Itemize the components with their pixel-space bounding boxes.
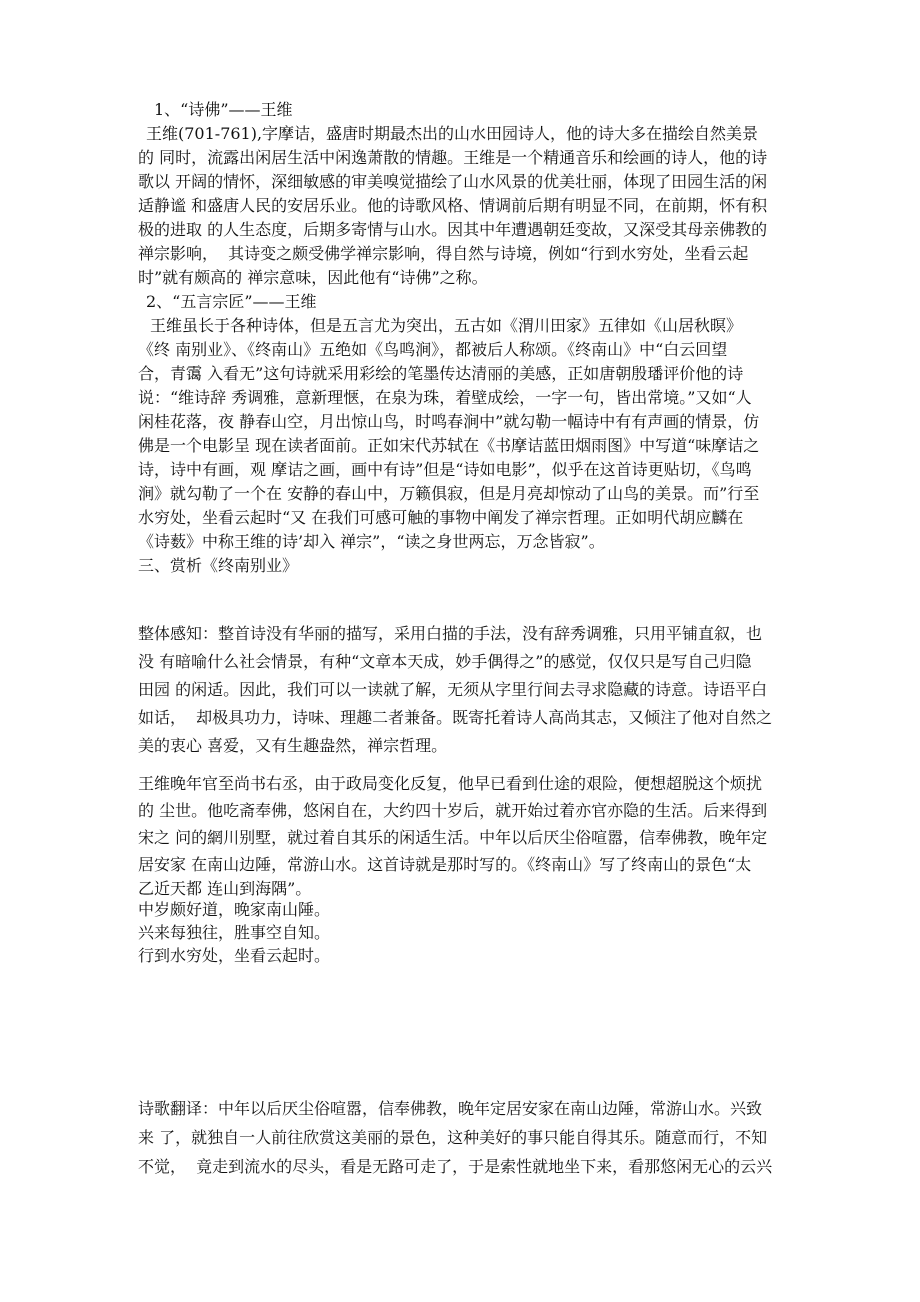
paragraph-line: 美的衷心 喜爱，又有生趣盎然，禅宗哲理。 (138, 736, 448, 755)
poem-line: 行到水穷处，坐看云起时。 (138, 946, 331, 965)
paragraph-line: 涧》就勾勒了一个在 安静的春山中，万籁俱寂，但是月亮却惊动了山鸟的美景。而”行至 (138, 484, 760, 503)
paragraph-line: 闲桂花落，夜 静春山空，月出惊山鸟，时鸣春涧中”就勾勒一幅诗中有有声画的情景，仿 (138, 412, 760, 431)
paragraph-line: 《诗薮》中称王维的诗’却入 禅宗”，“读之身世两忘，万念皆寂”。 (138, 532, 605, 551)
paragraph-line: 王维虽长于各种诗体，但是五言尤为突出，五古如《渭川田家》五律如《山居秋暝》 (150, 316, 743, 335)
paragraph-line: 没 有暗喻什么社会情景，有种“文章本天成，妙手偶得之”的感觉，仅仅只是写自己归隐 (138, 652, 752, 671)
paragraph-line: 来 了，就独自一人前往欣赏这美丽的景色，这种美好的事只能自得其乐。随意而行，不知 (138, 1128, 768, 1147)
paragraph-line: 极的进取 的人生态度，后期多寄情与山水。因其中年遭遇朝廷变故，又深受其母亲佛教的 (138, 220, 768, 239)
paragraph-line: 不觉， 竟走到流水的尽头，看是无路可走了，于是索性就地坐下来，看那悠闲无心的云兴 (138, 1157, 773, 1176)
paragraph-line: 说：“维诗辞 秀调雅，意新理惬，在泉为珠，着壁成绘，一字一句，皆出常境。”又如“人 (138, 388, 752, 407)
poem-line: 中岁颇好道，晚家南山陲。 (138, 900, 331, 919)
paragraph-line: 王维晚年官至尚书右丞，由于政局变化反复，他早已看到仕途的艰险，便想超脱这个烦扰 (138, 774, 763, 793)
paragraph-line: 诗，诗中有画，观 摩诘之画，画中有诗”但是“诗如电影”，似乎在这首诗更贴切，《鸟鸣 (138, 460, 752, 479)
poem-line: 兴来每独往，胜事空自知。 (138, 923, 331, 942)
paragraph-line: 合，青霭 入看无”这句诗就采用彩绘的笔墨传达清丽的美感，正如唐朝殷璠评价他的诗 (138, 364, 744, 383)
paragraph-line: 整体感知：整首诗没有华丽的描写，采用白描的手法，没有辞秀调雅，只用平铺直叙，也 (138, 624, 763, 643)
paragraph-line: 歌以 开阔的情怀，深细敏感的审美嗅觉描绘了山水风景的优美壮丽，体现了田园生活的闲 (138, 172, 768, 191)
paragraph-line: 佛是一个电影呈 现在读者面前。正如宋代苏轼在《书摩诘蓝田烟雨图》中写道“味摩诘之 (138, 436, 760, 455)
paragraph-line: 宋之 问的網川别墅，就过着自其乐的闲适生活。中年以后厌尘俗喧嚣，信奉佛教，晚年定 (138, 828, 768, 847)
paragraph-line: 《终 南别业》、《终南山》五绝如《鸟鸣涧》，都被后人称颂。《终南山》中“白云回望 (138, 340, 728, 359)
paragraph-line: 禅宗影响， 其诗变之颇受佛学禅宗影响，得自然与诗境，例如“行到水穷处，坐看云起 (138, 244, 749, 263)
paragraph-line: 诗歌翻译：中年以后厌尘俗喧嚣，信奉佛教，晚年定居安家在南山边陲，常游山水。兴致 (138, 1099, 763, 1118)
paragraph-line: 的 尘世。他吃斋奉佛，悠闲自在，大约四十岁后，就开始过着亦官亦隐的生活。后来得到 (138, 801, 768, 820)
paragraph-line: 居安家 在南山边陲，常游山水。这首诗就是那时写的。《终南山》写了终南山的景色“太 (138, 855, 752, 874)
section-heading-five-character-master: 2、“五言宗匠”——王维 (146, 292, 317, 311)
section-heading-appreciation: 三、赏析《终南别业》 (138, 556, 299, 575)
paragraph-line: 王维(701-761),字摩诘，盛唐时期最杰出的山水田园诗人，他的诗大多在描绘自然美景 (146, 124, 759, 143)
paragraph-line: 如话， 却极具功力，诗味、理趣二者兼备。既寄托着诗人高尚其志，又倾注了他对自然之 (138, 708, 773, 727)
paragraph-line: 水穷处，坐看云起时“又 在我们可感可触的事物中阐发了禅宗哲理。正如明代胡应麟在 (138, 508, 744, 527)
paragraph-line: 时”就有颇高的 禅宗意味，因此他有“诗佛”之称。 (138, 268, 488, 287)
section-heading-poet-buddha: 1、“诗佛”——王维 (154, 100, 293, 119)
paragraph-line: 适静谧 和盛唐人民的安居乐业。他的诗歌风格、情调前后期有明显不同，在前期，怀有积 (138, 196, 768, 215)
paragraph-line: 乙近天都 连山到海隅”。 (138, 879, 312, 898)
paragraph-line: 的 同时，流露出闲居生活中闲逸萧散的情趣。王维是一个精通音乐和绘画的诗人，他的诗 (138, 148, 768, 167)
paragraph-line: 田园 的闲适。因此，我们可以一读就了解，无须从字里行间去寻求隐藏的诗意。诗语平白 (138, 680, 768, 699)
